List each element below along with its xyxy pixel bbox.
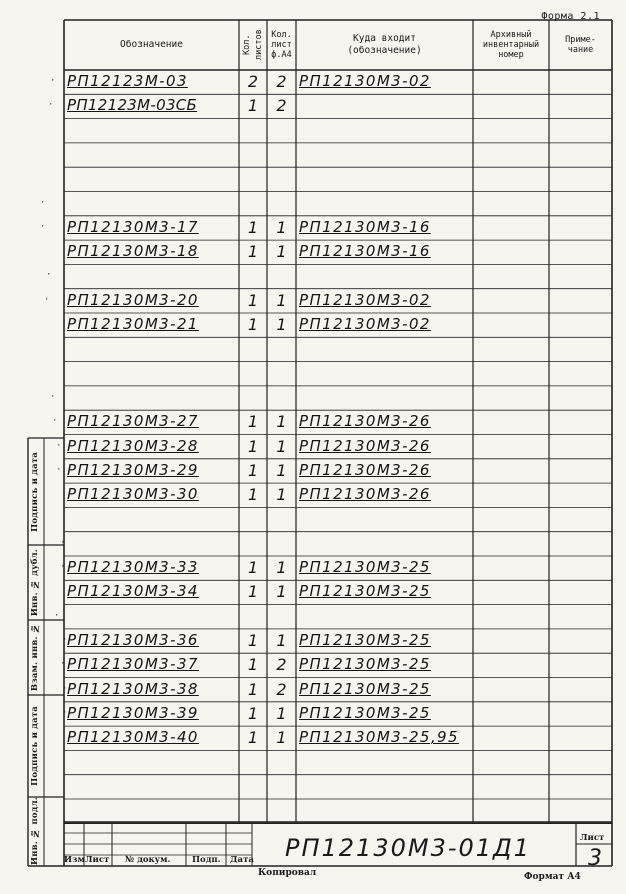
row-designation: РП12130М3-36 bbox=[67, 630, 199, 649]
row-sheets-a4: 1 bbox=[276, 703, 287, 723]
row-sheets-count: 1 bbox=[247, 728, 259, 748]
sheet-number: 3 bbox=[588, 846, 602, 871]
row-sheets-a4: 1 bbox=[276, 558, 287, 577]
margin-tick-mark: · bbox=[52, 416, 58, 427]
row-designation: РП12130М3-29 bbox=[67, 460, 199, 479]
document-code: РП12130М3-01Д1 bbox=[285, 834, 532, 862]
row-sheets-a4: 1 bbox=[276, 242, 287, 262]
row-used-in: РП12130М3-26 bbox=[299, 436, 431, 455]
row-sheets-count: 1 bbox=[247, 630, 259, 650]
row-used-in: РП12130М3-25 bbox=[299, 630, 431, 649]
margin-tick-mark: · bbox=[48, 100, 54, 111]
footer-copied: Копировал bbox=[258, 868, 317, 878]
margin-tick-mark: · bbox=[40, 197, 46, 208]
row-sheets-a4: 1 bbox=[276, 728, 287, 748]
row-used-in: РП12130М3-25 bbox=[299, 703, 431, 722]
stamp-sign-date-2: Подпись и дата bbox=[30, 706, 40, 786]
row-sheets-a4: 2 bbox=[276, 96, 287, 116]
row-sheets-a4: 1 bbox=[276, 485, 287, 505]
row-designation: РП12130М3-20 bbox=[67, 290, 199, 309]
row-sheets-count: 1 bbox=[247, 96, 259, 116]
margin-tick-mark: · bbox=[40, 221, 46, 232]
tb-label-sheet: Лист bbox=[85, 855, 110, 865]
row-used-in: РП12130М3-02 bbox=[299, 72, 431, 90]
row-designation: РП12130М3-38 bbox=[67, 679, 199, 698]
stamp-dup-inv: Инв. № дубл. bbox=[30, 548, 40, 617]
stamp-replace-inv: Взам. инв. № bbox=[30, 623, 40, 692]
row-designation: РП12130М3-40 bbox=[67, 728, 199, 747]
row-sheets-count: 1 bbox=[247, 679, 259, 699]
row-designation: РП12130М3-28 bbox=[67, 436, 199, 455]
margin-tick-mark: · bbox=[60, 537, 66, 548]
tb-label-signature: Подп. bbox=[192, 855, 221, 865]
row-sheets-a4: 1 bbox=[276, 460, 287, 480]
margin-tick-mark: · bbox=[56, 440, 62, 451]
row-sheets-count: 1 bbox=[247, 315, 259, 334]
row-designation: РП12130М3-17 bbox=[67, 217, 199, 236]
row-sheets-a4: 1 bbox=[276, 290, 287, 310]
margin-tick-mark: · bbox=[62, 683, 68, 694]
margin-tick-mark: · bbox=[50, 391, 56, 402]
row-sheets-a4: 2 bbox=[276, 72, 287, 91]
row-designation: РП12130М3-18 bbox=[67, 242, 199, 261]
row-designation: РП12130М3-27 bbox=[67, 412, 199, 431]
row-sheets-count: 1 bbox=[247, 290, 259, 310]
margin-tick-mark: · bbox=[62, 634, 68, 645]
row-designation: РП12130М3-34 bbox=[67, 582, 199, 601]
margin-tick-mark: · bbox=[62, 707, 68, 718]
row-designation: РП12130М3-30 bbox=[67, 485, 199, 504]
row-sheets-count: 1 bbox=[247, 412, 259, 432]
row-sheets-a4: 2 bbox=[276, 655, 287, 675]
row-designation: РП12130М3-37 bbox=[67, 655, 199, 674]
row-sheets-count: 2 bbox=[247, 72, 259, 91]
row-sheets-count: 1 bbox=[247, 655, 259, 675]
row-sheets-count: 1 bbox=[247, 582, 259, 602]
margin-tick-mark: · bbox=[54, 610, 60, 621]
tb-sheet-label: Лист bbox=[580, 833, 605, 843]
row-used-in: РП12130М3-25 bbox=[299, 655, 431, 674]
header-designation: Обозначение bbox=[120, 39, 183, 50]
row-sheets-count: 1 bbox=[247, 460, 259, 480]
row-used-in: РП12130М3-16 bbox=[299, 217, 431, 236]
row-sheets-a4: 1 bbox=[276, 217, 287, 237]
row-designation: РП12123М-03СБ bbox=[67, 96, 198, 115]
row-sheets-a4: 1 bbox=[276, 630, 287, 650]
row-sheets-a4: 1 bbox=[276, 412, 287, 432]
header-archive-no: Архивный инвентарный номер bbox=[482, 30, 540, 60]
row-sheets-count: 1 bbox=[247, 242, 259, 262]
row-sheets-count: 1 bbox=[247, 703, 259, 723]
row-used-in: РП12130М3-02 bbox=[299, 315, 431, 333]
row-sheets-count: 1 bbox=[247, 217, 259, 237]
margin-tick-mark: · bbox=[56, 464, 62, 475]
row-used-in: РП12130М3-16 bbox=[299, 242, 431, 261]
row-used-in: РП12130М3-26 bbox=[299, 412, 431, 431]
row-designation: РП12130М3-21 bbox=[67, 315, 199, 333]
footer-format: Формат А4 bbox=[524, 872, 581, 882]
row-used-in: РП12130М3-25 bbox=[299, 582, 431, 601]
margin-tick-mark: · bbox=[46, 270, 52, 281]
form-number: Форма 2.1 bbox=[541, 11, 600, 22]
margin-tick-mark: · bbox=[44, 294, 50, 305]
row-sheets-count: 1 bbox=[247, 485, 259, 505]
header-sheets-count: Кол. листов bbox=[242, 29, 264, 61]
row-designation: РП12130М3-39 bbox=[67, 703, 199, 722]
row-sheets-count: 1 bbox=[247, 558, 259, 577]
margin-tick-mark: · bbox=[60, 659, 66, 670]
row-used-in: РП12130М3-25 bbox=[299, 679, 431, 698]
margin-tick-mark: · bbox=[50, 76, 56, 86]
row-used-in: РП12130М3-26 bbox=[299, 485, 431, 504]
row-sheets-a4: 1 bbox=[276, 582, 287, 602]
row-used-in: РП12130М3-25,95 bbox=[299, 728, 459, 747]
row-used-in: РП12130М3-26 bbox=[299, 460, 431, 479]
row-designation: РП12123М-03 bbox=[67, 72, 188, 90]
stamp-sign-date-1: Подпись и дата bbox=[30, 451, 40, 532]
row-used-in: РП12130М3-25 bbox=[299, 558, 431, 576]
row-sheets-count: 1 bbox=[247, 436, 259, 456]
header-note: Приме- чание bbox=[565, 35, 596, 55]
tb-label-doc-no: № докум. bbox=[125, 855, 171, 865]
row-designation: РП12130М3-33 bbox=[67, 558, 199, 576]
stamp-orig-inv: Инв. № подл. bbox=[30, 797, 40, 865]
row-sheets-a4: 2 bbox=[276, 679, 287, 699]
tb-label-change: Изм bbox=[64, 855, 85, 865]
row-sheets-a4: 1 bbox=[276, 436, 287, 456]
header-sheets-a4: Кол. лист ф.А4 bbox=[271, 30, 292, 60]
header-used-in: Куда входит (обозначение) bbox=[347, 33, 422, 56]
margin-tick-mark: · bbox=[60, 562, 66, 572]
row-used-in: РП12130М3-02 bbox=[299, 290, 431, 309]
row-sheets-a4: 1 bbox=[276, 315, 287, 334]
tb-label-date: Дата bbox=[230, 855, 254, 865]
